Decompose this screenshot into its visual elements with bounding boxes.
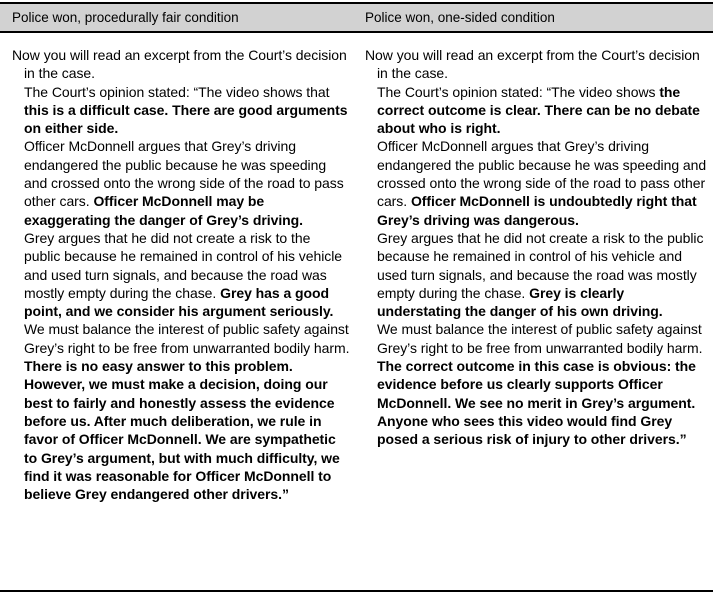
bold-text-segment: the correct outcome is clear. There can be no debate about who is right. (377, 83, 700, 137)
paragraph (377, 137, 710, 228)
text-segment: The Court’s opinion stated: “The video shows that (24, 83, 330, 100)
paragraph (24, 229, 350, 320)
bold-text-segment: There is no easy answer to this problem. However, we must make a decision, doing our best to fairly and honestly assess the evidence before us. After much deliberation, we rule in favor of Officer McDonnell. We are sympathetic to Grey’s argument, but with much difficulty, we find it was reasonable for Officer McDonnell to believe Grey endangered other drivers.” (24, 358, 340, 503)
text-segment: The Court’s opinion stated: “The video shows (377, 83, 660, 100)
paragraph (377, 320, 710, 448)
paragraph (24, 83, 350, 138)
text-segment: Now you will read an excerpt from the Court’s decision in the case. (12, 47, 347, 82)
bold-text-segment: this is a difficult case. There are good arguments on either side. (24, 101, 348, 137)
bold-text-segment: Grey has a good point, and we consider his argument seriously. (24, 284, 334, 320)
paragraph (24, 137, 350, 228)
text-segment: Officer McDonnell argues that Grey’s driving endangered the public because he was speeding and crossed onto the wrong side of the road to pass other cars. (377, 138, 707, 210)
bold-text-segment: Grey is clearly understating the danger of his own driving. (377, 284, 663, 320)
bold-text-segment: Officer McDonnell may be exaggerating the danger of Grey’s driving. (24, 193, 304, 228)
paragraph (377, 83, 710, 138)
table-body-row (0, 33, 713, 590)
cell-one-sided-text (353, 46, 713, 590)
paragraph (12, 46, 350, 83)
paragraph (377, 229, 710, 320)
paragraph (365, 46, 710, 83)
text-segment: Now you will read an excerpt from the Court’s decision in the case. (365, 47, 700, 82)
text-segment: Grey argues that he did not create a risk to the public because he remained in control of his vehicle and used turn signals, and because the road was mostly empty during the chase. (24, 229, 343, 301)
bold-text-segment: The correct outcome in this case is obvious: the evidence before us clearly supports Officer McDonnell. We see no merit in Grey’s argument. Anyone who sees this video would find Grey posed a serious risk of injury to other drivers.” (377, 358, 696, 448)
cell-procedurally-fair-text (0, 46, 353, 590)
table-bottom-rule (0, 590, 713, 592)
text-segment: We must balance the interest of public safety against Grey’s right to be free from unwarranted bodily harm. (377, 321, 703, 356)
paragraph (24, 320, 350, 503)
bold-text-segment: Officer McDonnell is undoubtedly right that Grey’s driving was dangerous. (377, 193, 697, 228)
text-segment: Officer McDonnell argues that Grey’s driving endangered the public because he was speeding and crossed onto the wrong side of the road to pass other cars. (24, 138, 344, 210)
column-header-one-sided: Police won, one-sided condition (365, 10, 555, 25)
text-segment: We must balance the interest of public safety against Grey’s right to be free from unwarranted bodily harm. (24, 321, 350, 356)
text-segment: Grey argues that he did not create a risk to the public because he remained in control of his vehicle and used turn signals, and because the road was mostly empty during the chase. (377, 229, 704, 301)
column-header-procedurally-fair: Police won, procedurally fair condition (12, 10, 239, 25)
table-header-row (0, 4, 713, 31)
